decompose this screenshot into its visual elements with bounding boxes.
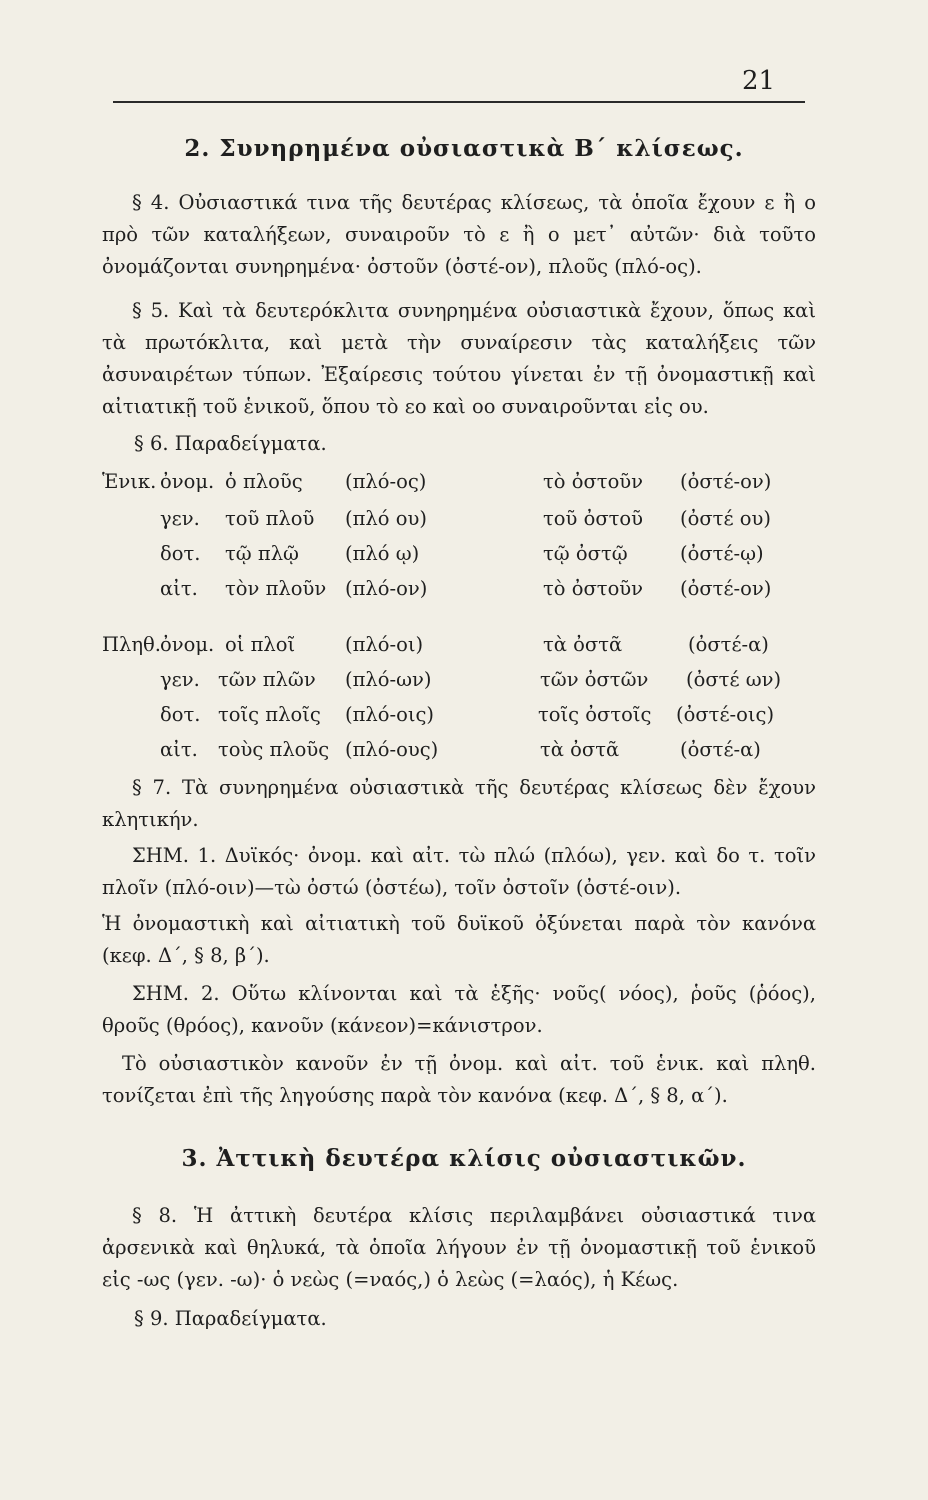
- paragraph-9: § 9. Παραδείγματα.: [134, 1307, 327, 1330]
- noun-form: τῷ πλῷ: [225, 542, 299, 565]
- noun-form-2: τοῖς ὀστοῖς: [538, 703, 652, 726]
- noun-form-2: τὰ ὀστᾶ: [540, 738, 620, 761]
- uncontracted-form: (πλό-ον): [345, 577, 428, 600]
- case-label: δοτ.: [160, 542, 201, 565]
- uncontracted-form-2: (ὀστέ-ῳ): [680, 542, 764, 565]
- section-2-heading: 2. Συνηρημένα οὐσιαστικὰ Β΄ κλίσεως.: [184, 135, 744, 162]
- paragraph-4: § 4. Οὐσιαστικά τινα τῆς δευτέρας κλίσεως, τὰ ὁποῖα ἔχουν ε ἢ ο πρὸ τῶν καταλήξεων, συναιροῦν τὸ ε ἢ ο μετ᾽ αὐτῶν· διὰ τοῦτο ὀνομάζονται συνηρημένα· ὀστοῦν (ὀστέ-ον), πλοῦς (πλό-ος).: [102, 191, 816, 278]
- header-rule: [113, 101, 805, 103]
- plural-label: Πληθ.: [102, 633, 161, 656]
- uncontracted-form: (πλό ῳ): [345, 542, 420, 565]
- noun-form-2: τὰ ὀστᾶ: [543, 633, 623, 656]
- uncontracted-form-2: (ὀστέ ου): [680, 507, 771, 530]
- uncontracted-form-2: (ὀστέ ων): [686, 668, 782, 691]
- uncontracted-form: (πλό-ους): [345, 738, 439, 761]
- case-label: αἰτ.: [160, 738, 198, 761]
- note-2: ΣΗΜ. 2. Οὕτω κλίνονται καὶ τὰ ἑξῆς· νοῦς( νόος), ῥοῦς (ῥόος), θροῦς (θρόος), κανοῦν (κάνεον)=κάνιστρον.: [102, 982, 816, 1037]
- paragraph-5: § 5. Καὶ τὰ δευτερόκλιτα συνηρημένα οὐσιαστικὰ ἔχουν, ὅπως καὶ τὰ πρωτόκλιτα, καὶ μετὰ τὴν συναίρεσιν τὰς καταλήξεις τῶν ἀσυναιρέτων τύπων. Ἐξαίρεσις τούτου γίνεται ἐν τῇ ὀνομαστικῇ καὶ αἰτιατικῇ τοῦ ἑνικοῦ, ὅπου τὸ εο καὶ οο συναιροῦνται εἰς ου.: [102, 299, 816, 418]
- case-label: γεν.: [160, 668, 200, 691]
- uncontracted-form-2: (ὀστέ-οις): [676, 703, 775, 726]
- paragraph-7: § 7. Τὰ συνηρημένα οὐσιαστικὰ τῆς δευτέρας κλίσεως δὲν ἔχουν κλητικήν.: [102, 776, 816, 831]
- noun-form: τοὺς πλοῦς: [218, 738, 330, 761]
- case-label: γεν.: [160, 507, 200, 530]
- case-label: ὀνομ.: [160, 470, 215, 493]
- paragraph-8: § 8. Ἡ ἀττικὴ δευτέρα κλίσις περιλαμβάνει οὐσιαστικά τινα ἀρσενικὰ καὶ θηλυκά, τὰ ὁποῖα λήγουν ἐν τῇ ὀνομαστικῇ τοῦ ἑνικοῦ εἰς -ως (γεν. -ω)· ὁ νεὼς (=ναός,) ὁ λεὼς (=λαός), ἡ Κέως.: [102, 1204, 816, 1291]
- uncontracted-form: (πλό-οις): [345, 703, 435, 726]
- noun-form: τὸν πλοῦν: [225, 577, 327, 600]
- noun-form: ὁ πλοῦς: [225, 470, 303, 493]
- noun-form: τῶν πλῶν: [218, 668, 316, 691]
- case-label: αἰτ.: [160, 577, 198, 600]
- uncontracted-form-2: (ὀστέ-ον): [680, 577, 772, 600]
- noun-form-2: τοῦ ὀστοῦ: [543, 507, 644, 530]
- singular-label: Ἑνικ.: [102, 470, 157, 493]
- uncontracted-form: (πλό-οι): [345, 633, 424, 656]
- noun-form-2: τῶν ὀστῶν: [540, 668, 649, 691]
- noun-form-2: τῷ ὀστῷ: [543, 542, 628, 565]
- noun-form: τοῦ πλοῦ: [225, 507, 315, 530]
- noun-form-2: τὸ ὀστοῦν: [543, 577, 644, 600]
- note-1: ΣΗΜ. 1. Δυϊκός· ὀνομ. καὶ αἰτ. τὼ πλώ (πλόω), γεν. καὶ δο τ. τοῖν πλοῖν (πλό-οιν)—τὼ ὀστώ (ὀστέω), τοῖν ὀστοῖν (ὀστέ-οιν).: [102, 844, 816, 899]
- uncontracted-form: (πλό-ος): [345, 470, 427, 493]
- noun-form: τοῖς πλοῖς: [218, 703, 321, 726]
- uncontracted-form-2: (ὀστέ-ον): [680, 470, 772, 493]
- note-2-continued: Τὸ οὐσιαστικὸν κανοῦν ἐν τῇ ὀνομ. καὶ αἰτ. τοῦ ἑνικ. καὶ πληθ. τονίζεται ἐπὶ τῆς ληγούσης παρὰ τὸν κανόνα (κεφ. Δ΄, § 8, α΄).: [102, 1052, 816, 1107]
- section-3-heading: 3. Ἀττικὴ δευτέρα κλίσις οὐσιαστικῶν.: [181, 1145, 747, 1172]
- page-number: 21: [742, 66, 776, 96]
- uncontracted-form: (πλό-ων): [345, 668, 432, 691]
- paragraph-6: § 6. Παραδείγματα.: [134, 432, 327, 455]
- noun-form-2: τὸ ὀστοῦν: [543, 470, 644, 493]
- case-label: δοτ.: [160, 703, 201, 726]
- noun-form: οἱ πλοῖ: [225, 633, 296, 656]
- case-label: ὀνομ.: [160, 633, 215, 656]
- uncontracted-form: (πλό ου): [345, 507, 427, 530]
- uncontracted-form-2: (ὀστέ-α): [680, 738, 761, 761]
- uncontracted-form-2: (ὀστέ-α): [688, 633, 769, 656]
- note-1-continued: Ἡ ὀνομαστικὴ καὶ αἰτιατικὴ τοῦ δυϊκοῦ ὀξύνεται παρὰ τὸν κανόνα (κεφ. Δ΄, § 8, β΄).: [102, 912, 816, 967]
